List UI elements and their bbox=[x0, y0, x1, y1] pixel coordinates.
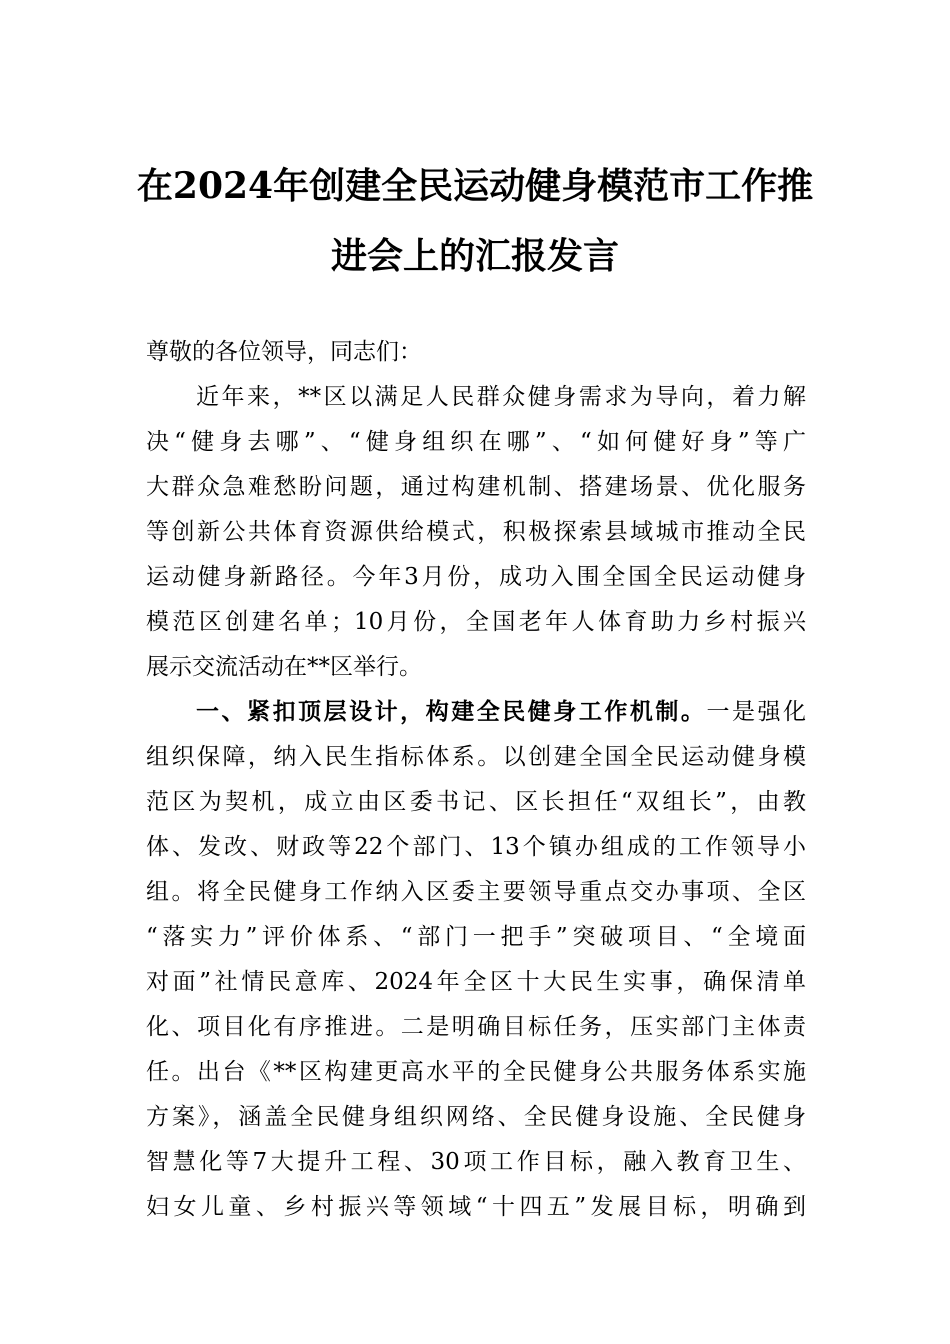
paragraph-line: 组织保障，纳入民生指标体系。以创建全国全民运动健身模 bbox=[146, 744, 806, 770]
paragraph-line: 运动健身新路径。今年3月份，成功入围全国全民运动健身 bbox=[146, 564, 806, 590]
paragraph-line: 组。将全民健身工作纳入区委主要领导重点交办事项、全区 bbox=[146, 879, 806, 905]
paragraph-line: 大群众急难愁盼问题，通过构建机制、搭建场景、优化服务 bbox=[146, 474, 806, 500]
paragraph-line: 智慧化等7大提升工程、30项工作目标，融入教育卫生、 bbox=[146, 1149, 806, 1175]
paragraph-line: 对面”社情民意库、2024年全区十大民生实事，确保清单 bbox=[146, 969, 806, 995]
salutation: 尊敬的各位领导，同志们： bbox=[146, 339, 422, 365]
paragraph-line: “落实力”评价体系、“部门一把手”突破项目、“全境面 bbox=[146, 924, 806, 950]
section-text-start: 一是强化 bbox=[706, 699, 807, 725]
section-heading: 一、紧扣顶层设计，构建全民健身工作机制。 bbox=[196, 698, 707, 725]
paragraph-line: 近年来，**区以满足人民群众健身需求为导向，着力解 bbox=[196, 384, 806, 410]
paragraph-line: 范区为契机，成立由区委书记、区长担任“双组长”，由教 bbox=[146, 789, 806, 815]
paragraph-line: 模范区创建名单；10月份，全国老年人体育助力乡村振兴 bbox=[146, 609, 806, 635]
paragraph-line: 等创新公共体育资源供给模式，积极探索县域城市推动全民 bbox=[146, 519, 806, 545]
paragraph-line: 决“健身去哪”、“健身组织在哪”、“如何健好身”等广 bbox=[146, 429, 806, 455]
document-title-line-1: 在2024年创建全民运动健身模范市工作推 bbox=[136, 165, 814, 207]
paragraph-line: 妇女儿童、乡村振兴等领域“十四五”发展目标，明确到 bbox=[146, 1194, 806, 1220]
paragraph-line: 任。出台《**区构建更高水平的全民健身公共服务体系实施 bbox=[146, 1059, 806, 1085]
paragraph-line: 方案》，涵盖全民健身组织网络、全民健身设施、全民健身 bbox=[146, 1104, 806, 1130]
paragraph-line: 体、发改、财政等22个部门、13个镇办组成的工作领导小 bbox=[146, 834, 806, 860]
paragraph-line: 化、项目化有序推进。二是明确目标任务，压实部门主体责 bbox=[146, 1014, 806, 1040]
section-heading-line bbox=[196, 697, 806, 727]
paragraph-line: 展示交流活动在**区举行。 bbox=[146, 654, 422, 680]
document-title-line-2: 进会上的汇报发言 bbox=[330, 235, 619, 277]
